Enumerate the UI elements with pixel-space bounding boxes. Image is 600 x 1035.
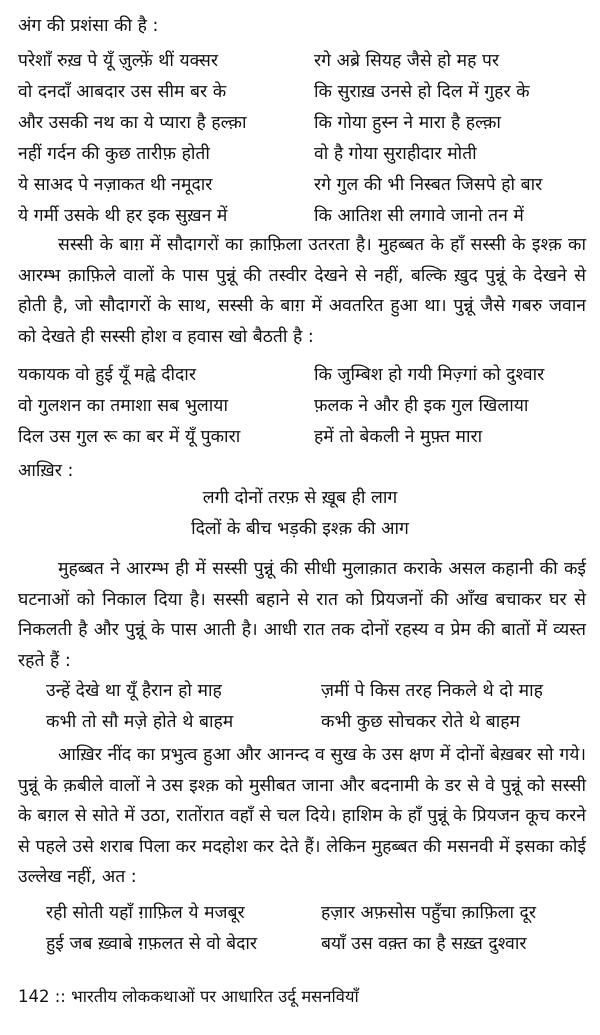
couplet-line: लगी दोनों तरफ़ से ख़ूब ही लाग xyxy=(202,488,398,508)
couplet-block xyxy=(0,483,600,545)
paragraph-2: मुहब्बत ने आरम्भ ही में सस्सी पुन्नूं की सीधी मुलाक़ात कराके असल कहानी की कई घटनाओं को निकाल दिया है। सस्सी बहाने से रात को प्रियजनों की आँख बचाकर घर से निकलती है और पुन्नूं के पास आती है। आधी रात तक दोनों रहस्य व प्रेम की बातों में व्यस्त रहते हैं : xyxy=(18,559,586,671)
verse-left: परेशाँ रुख़ पे यूँ ज़ुल्फ़ें थीं यक्सर xyxy=(18,51,219,71)
verse-line xyxy=(18,201,584,232)
verse-block-1 xyxy=(18,46,584,232)
verse-left: उन्हें देखे था यूँ हैरान हो माह xyxy=(46,681,222,701)
verse-right: बयाँ उस वक़्त का है सख़्त दुश्वार xyxy=(321,934,527,954)
section-label: आख़िर : xyxy=(18,461,74,481)
verse-right: कि आतिश सी लगावे जानो तन में xyxy=(314,206,524,226)
verse-left: दिल उस गुल रू का बर में यूँ पुकारा xyxy=(18,427,241,447)
verse-left: ये गर्मी उसके थी हर इक सुख़न में xyxy=(18,206,228,226)
verse-left: रही सोती यहाँ ग़ाफ़िल ये मजबूर xyxy=(46,903,245,923)
verse-right: कि गोया हुस्न ने मारा है हल्क़ा xyxy=(314,113,501,133)
verse-line xyxy=(18,360,584,391)
verse-block-3 xyxy=(46,676,566,738)
verse-left: और उसकी नथ का ये प्यारा है हल्क़ा xyxy=(18,113,247,133)
paragraph-1: सस्सी के बाग़ में सौदागरों का क़ाफ़िला उतरता है। मुहब्बत के हाँ सस्सी के इश्क़ का आरम्भ क़ाफ़िले वालों के पास पुन्नूं की तस्वीर देखने से नहीं, बल्कि ख़ुद पुन्नूं के देखने से होती है, जो सौदागरों के साथ, सस्सी के बाग़ में अवतरित हुआ था। पुन्नूं जैसे गबरु जवान को देखते ही सस्सी होश व हवास खो बैठती है : xyxy=(18,235,586,347)
verse-line xyxy=(46,676,566,707)
verse-right: ज़मीं पे किस तरह निकले थे दो माह xyxy=(321,681,543,701)
verse-line xyxy=(18,139,584,170)
verse-block-4 xyxy=(46,898,566,960)
verse-right: रगे अब्रे सियह जैसे हो मह पर xyxy=(314,51,500,71)
verse-left: यकायक वो हुई यूँ मह्वे दीदार xyxy=(18,365,196,385)
intro-line: अंग की प्रशंसा की है : xyxy=(18,16,159,36)
verse-line xyxy=(18,77,584,108)
verse-right: कि जुम्बिश हो गयी मिज़्गां को दुश्वार xyxy=(314,365,545,385)
verse-left: कभी तो सौ मज़े होते थे बाहम xyxy=(46,712,234,732)
verse-right: हज़ार अफ़सोस पहुँचा क़ाफ़िला दूर xyxy=(321,903,536,923)
verse-line xyxy=(18,422,584,453)
verse-left: ये साअद पे नज़ाकत थी नमूदार xyxy=(18,175,213,195)
page-footer: 142 :: भारतीय लोककथाओं पर आधारित उर्दू मसनवियाँ xyxy=(18,987,359,1006)
verse-right: वो है गोया सुराहीदार मोती xyxy=(314,144,477,164)
couplet-line: दिलों के बीच भड़की इश्क़ की आग xyxy=(191,519,409,539)
verse-right: कि सुराख़ उनसे हो दिल में गुहर के xyxy=(314,82,530,102)
verse-right: हमें तो बेकली ने मुफ़्त मारा xyxy=(314,427,483,447)
verse-left: वो दनदाँ आबदार उस सीम बर के xyxy=(18,82,227,102)
verse-line xyxy=(18,391,584,422)
verse-left: वो गुलशन का तमाशा सब भुलाया xyxy=(18,396,228,416)
verse-right: कभी कुछ सोचकर रोते थे बाहम xyxy=(321,712,520,732)
verse-line xyxy=(18,170,584,201)
paragraph-3: आख़िर नींद का प्रभुत्व हुआ और आनन्द व सुख के उस क्षण में दोनों बेख़बर सो गये। पुन्नूं के क़बीले वालों ने उस इश्क़ को मुसीबत जाना और बदनामी के डर से वे पुन्नूं को सस्सी के बग़ल से सोते में उठा, रातोंरात वहाँ से चल दिये। हाशिम के हाँ पुन्नूं के प्रियजन कूच करने से पहले उसे शराब पिला कर मदहोश कर देते हैं। लेकिन मुहब्बत की मसनवी में इसका कोई उल्लेख नहीं, अत : xyxy=(18,745,586,887)
verse-line xyxy=(18,46,584,77)
verse-block-2 xyxy=(18,360,584,453)
verse-line xyxy=(46,898,566,929)
verse-line xyxy=(46,707,566,738)
verse-right: फ़लक ने और ही इक गुल खिलाया xyxy=(314,396,529,416)
verse-right: रगे गुल की भी निस्बत जिसपे हो बार xyxy=(314,175,543,195)
verse-left: नहीं गर्दन की कुछ तारीफ़ होती xyxy=(18,144,210,164)
verse-line xyxy=(18,108,584,139)
verse-left: हुई जब ख़्वाबे ग़फ़लत से वो बेदार xyxy=(46,934,258,954)
verse-line xyxy=(46,929,566,960)
